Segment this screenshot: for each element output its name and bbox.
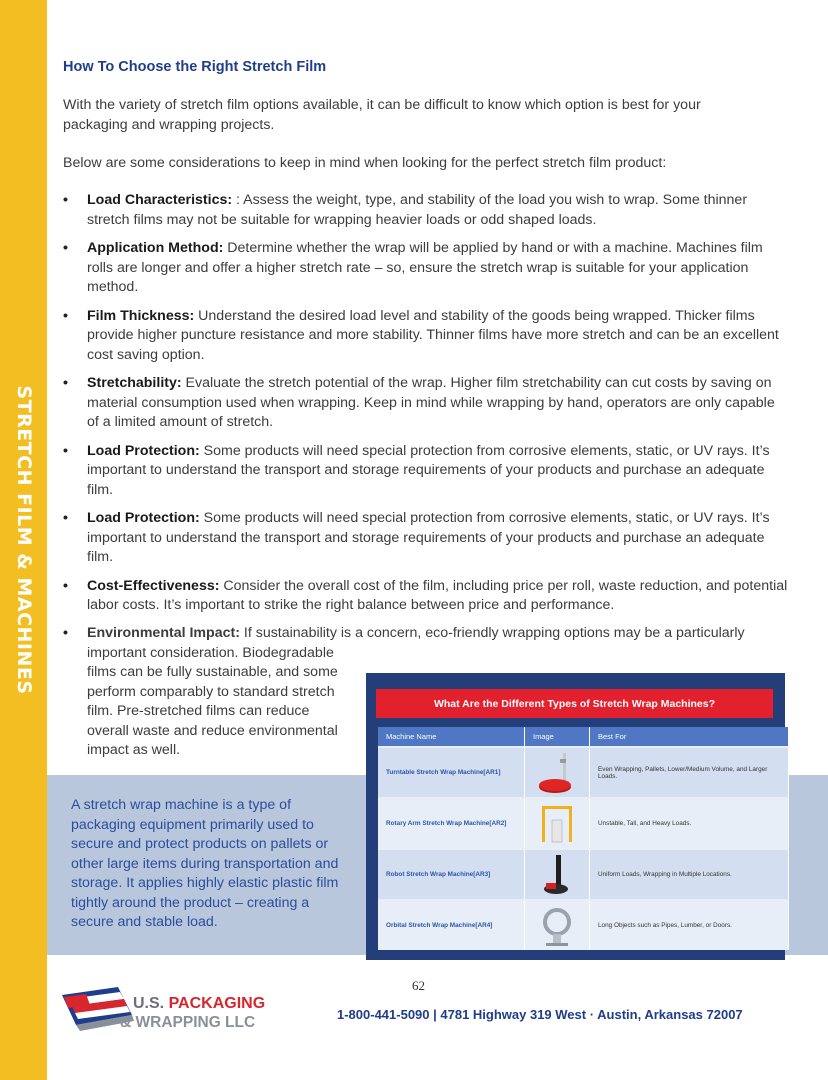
environmental-first-line [63,624,788,644]
machine-name-cell: Orbital Stretch Wrap Machine[AR4] [378,900,525,950]
considerations-list [63,191,788,625]
bullet-icon: • [63,307,68,324]
consideration-term: Load Protection: [87,442,200,459]
intro-paragraph-2: Below are some considerations to keep in mind when looking for the perfect stretch film product: [63,155,667,171]
footer-contact: 1-800-441-5090 | 4781 Highway 319 West · Austin, Arkansas 72007 [337,1007,743,1022]
table-row [378,849,789,900]
consideration-text: Understand the desired load level and stability of the goods being wrapped. Thicker films provide higher puncture resistance and more stability. Thinner films have more stretch and can be an excellent cost saving option. [87,307,779,363]
table-row [378,747,789,798]
machine-name-cell: Turntable Stretch Wrap Machine[AR1] [378,747,525,798]
consideration-term: Cost-Effectiveness: [87,577,220,594]
best-for-cell: Unstable, Tall, and Heavy Loads. [590,798,789,849]
logo-us-text: U.S. [133,995,169,1012]
best-for-cell: Even Wrapping, Pallets, Lower/Medium Volume, and Larger Loads. [590,747,789,798]
list-item [63,191,788,230]
logo-packaging-text: PACKAGING [168,995,266,1012]
bullet-icon: • [63,577,68,594]
list-item [63,239,788,298]
robot-machine-icon [538,853,576,897]
orbital-machine-icon [538,904,576,948]
turntable-machine-icon [538,751,576,795]
table-header-row [378,727,789,747]
column-header-best-for: Best For [590,727,789,747]
machine-image-cell [525,798,590,849]
machine-table-title: What Are the Different Types of Stretch Wrap Machines? [376,689,773,718]
table-row [378,798,789,849]
consideration-term: Environmental Impact: [87,625,240,641]
consideration-term: Film Thickness: [87,307,195,324]
company-logo [60,985,290,1031]
best-for-cell: Long Objects such as Pipes, Lumber, or Doors. [590,900,789,950]
list-item [63,374,788,433]
consideration-text: Evaluate the stretch potential of the wrap. Higher film stretchability can cut costs by saving on material consumption used when wrapping. Keep in mind while wrapping by hand, operators are only capable of a limited amount of stretch. [87,375,775,430]
environmental-rest: important consideration. Biodegradable films can be fully sustainable, and some perform comparably to standard stretch film. Pre-stretched films can reduce overall waste and reduce environmental impact as well. [87,644,338,758]
intro-paragraph-1: With the variety of stretch film options available, it can be difficult to know which option is best for your packaging and wrapping projects. [63,97,701,133]
bullet-icon: • [63,192,68,208]
machine-name-cell: Robot Stretch Wrap Machine[AR3] [378,849,525,900]
machine-image-cell [525,747,590,798]
consideration-term: Stretchability: [87,375,182,391]
column-header-machine-name: Machine Name [378,727,525,747]
list-item [63,509,788,568]
sidebar-band [0,0,47,1080]
list-item [63,442,788,501]
machine-name-cell: Rotary Arm Stretch Wrap Machine[AR2] [378,798,525,849]
machine-table [378,727,789,950]
table-row [378,900,789,950]
page-number: 62 [412,978,425,993]
consideration-text: Some products will need special protection from corrosive elements, static, or UV rays. It’s important to understand the transport and storage requirements of your products and purchase an adequate film. [87,442,770,498]
consideration-text: Determine whether the wrap will be applied by hand or with a machine. Machines film rolls are longer and offer a higher stretch rate – so, ensure the stretch wrap is suitable for your application method. [87,240,763,295]
sidebar-label: STRETCH FILM & MACHINES [13,385,35,695]
column-header-image: Image [525,727,590,747]
consideration-text: : Assess the weight, type, and stability of the load you wish to wrap. Some thinner stretch films may not be suitable for wrapping heavier loads or odd shaped loads. [87,192,748,228]
machine-image-cell [525,900,590,950]
bullet-icon: • [63,510,68,526]
consideration-text: If sustainability is a concern, eco-friendly wrapping options may be a particularly [239,625,745,641]
machine-table-panel [366,673,785,960]
bullet-icon: • [63,375,68,391]
consideration-text: Some products will need special protection from corrosive elements, static, or UV rays. It’s important to understand the transport and storage requirements of your products and purchase an adequate film. [87,510,770,565]
bullet-icon: • [63,625,68,641]
consideration-term: Load Characteristics: [87,192,233,208]
machine-image-cell [525,849,590,900]
bullet-icon: • [63,442,68,459]
logo-line-1 [133,995,265,1013]
best-for-cell: Uniform Loads, Wrapping in Multiple Locations. [590,849,789,900]
list-item [63,307,788,366]
consideration-term: Load Protection: [87,510,200,526]
logo-line-2: & WRAPPING LLC [120,1014,256,1031]
list-item [63,577,788,616]
rotary-arm-machine-icon [538,802,576,846]
consideration-text: Consider the overall cost of the film, including price per roll, waste reduction, and potential labor costs. It’s important to strike the right balance between price and performance. [87,577,788,613]
consideration-term: Application Method: [87,240,224,256]
info-box-text: A stretch wrap machine is a type of packaging equipment primarily used to secure and protect products on pallets or other large items during transportation and storage. It applies highly elastic plastic film tightly around the product – creating a secure and stable load. [71,797,339,930]
page-title: How To Choose the Right Stretch Film [63,59,327,75]
bullet-icon: • [63,240,68,256]
